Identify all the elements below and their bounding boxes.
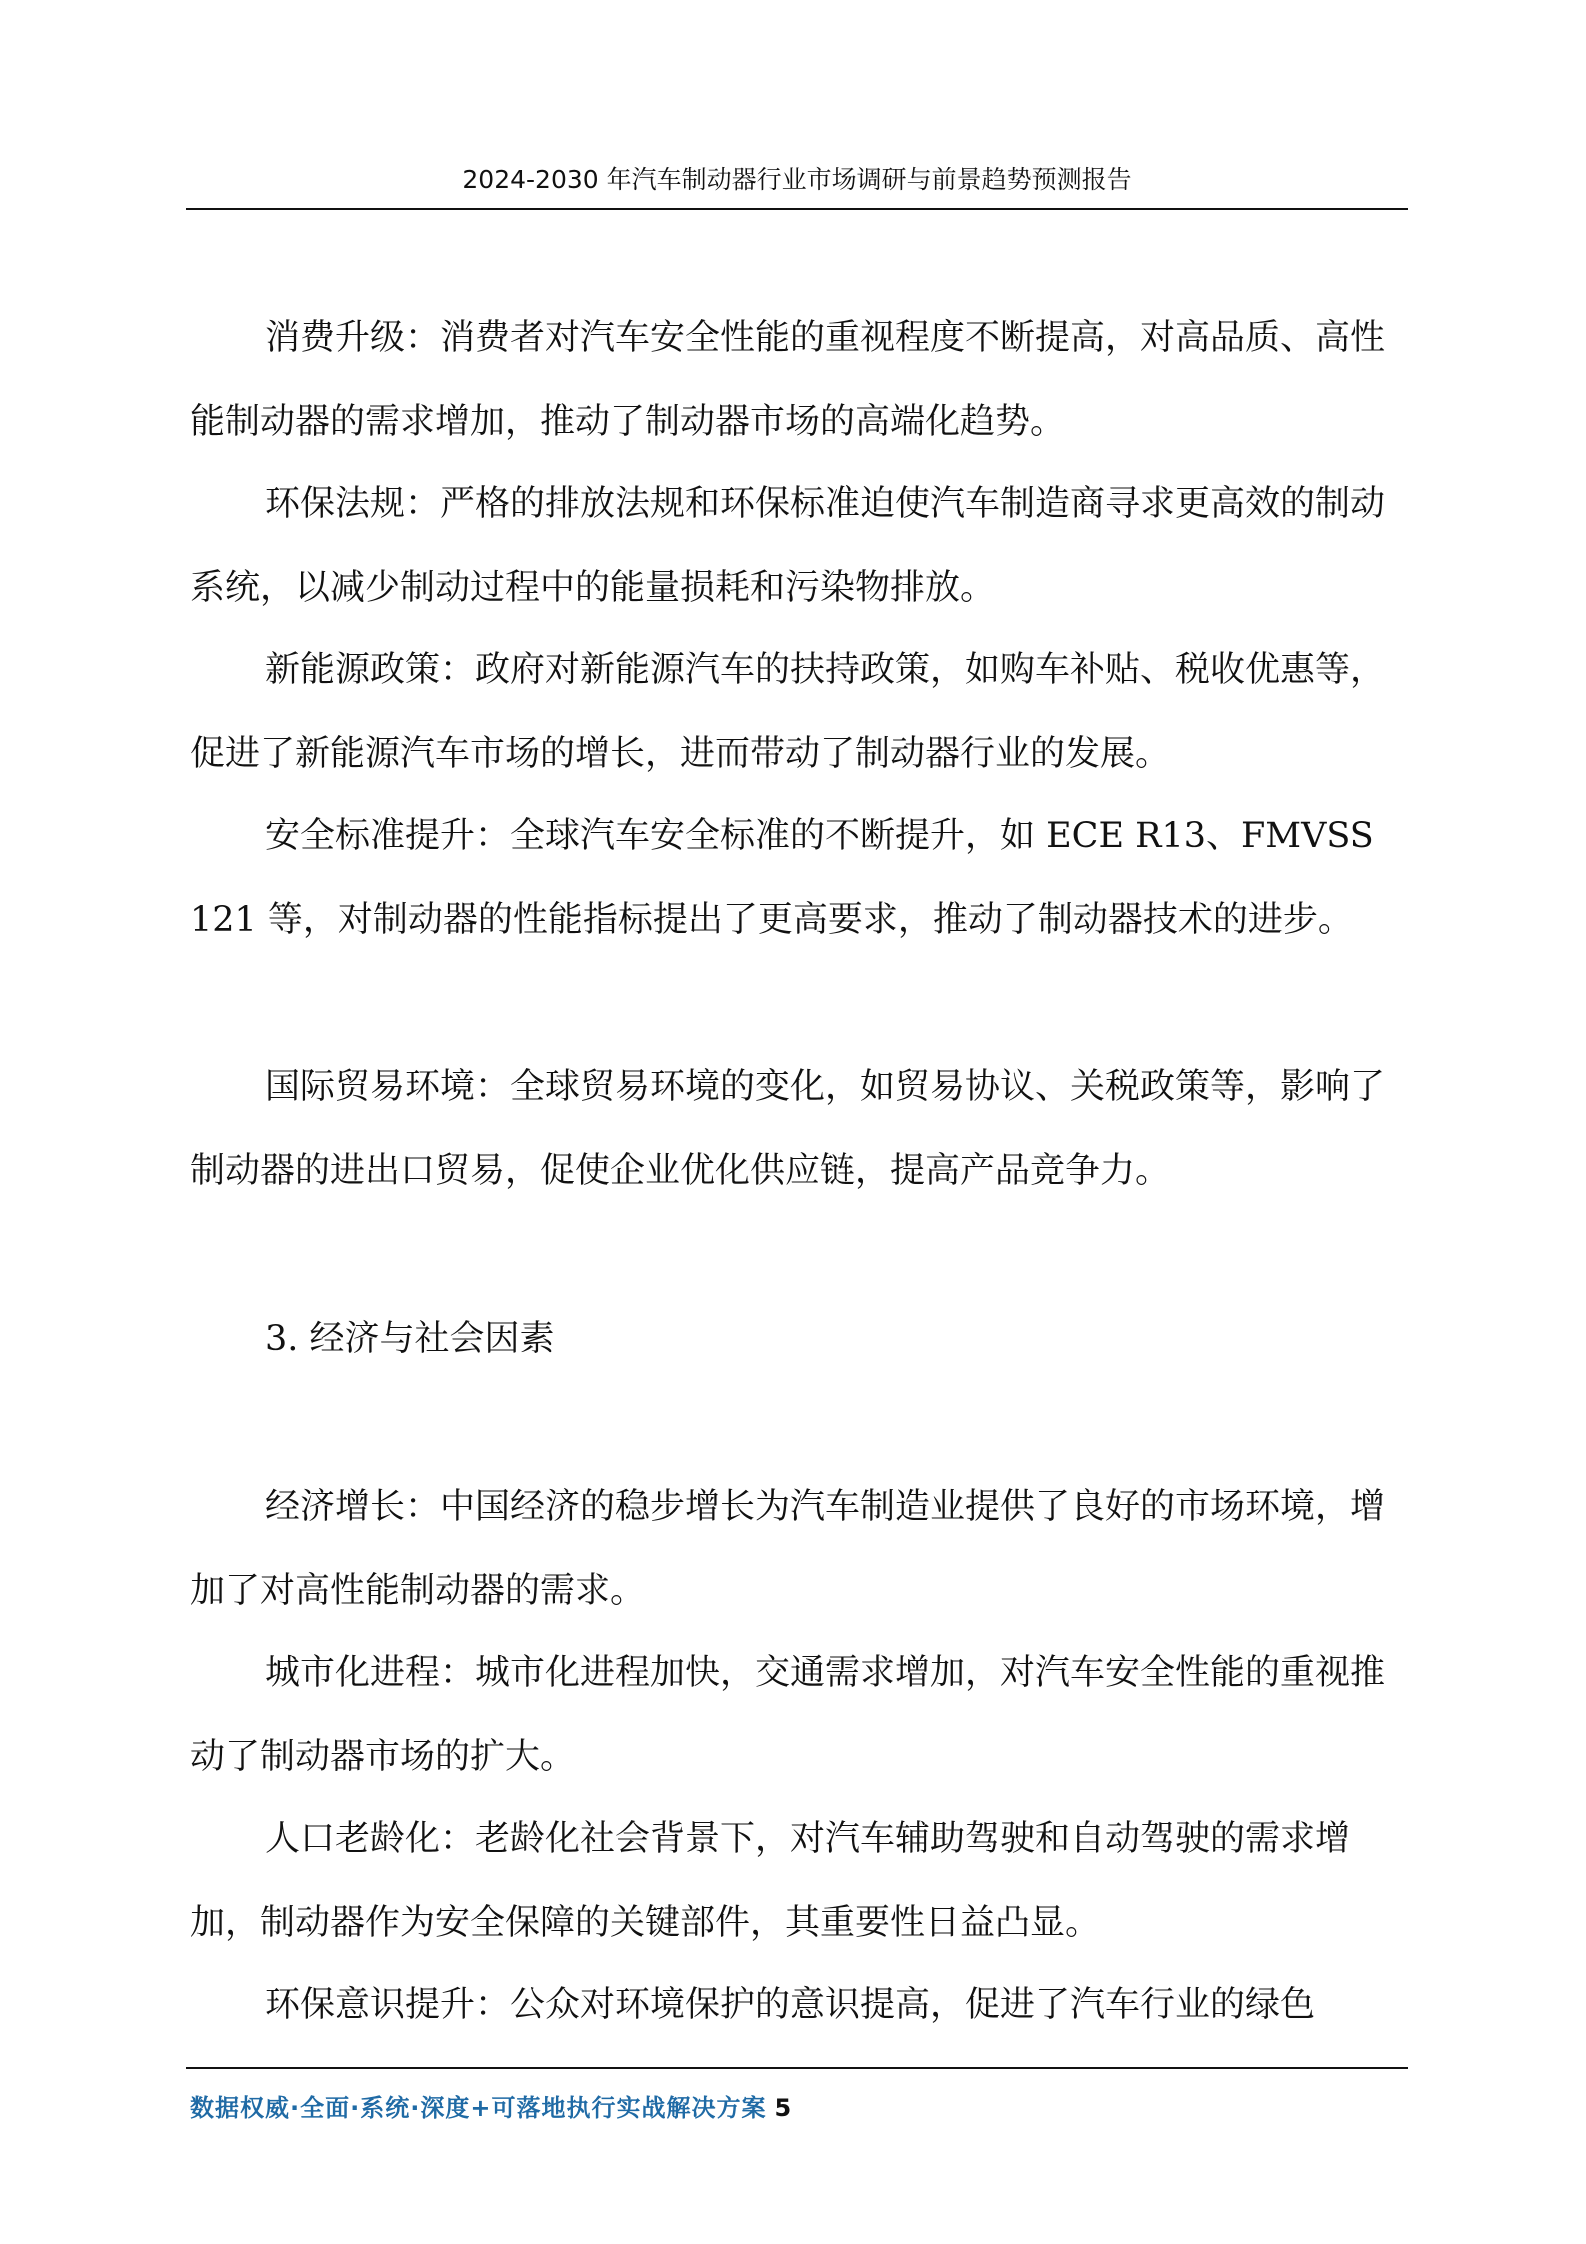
page-footer [190, 2088, 792, 2123]
page-header-title: 2024-2030 年汽车制动器行业市场调研与前景趋势预测报告 [462, 165, 1132, 194]
paragraph-safety-standards: 安全标准提升：全球汽车安全标准的不断提升，如 ECE R13、FMVSS 121 等，对制动器的性能指标提出了更高要求，推动了制动器技术的进步。 [190, 816, 1374, 940]
section-heading: 3. 经济与社会因素 [265, 1319, 555, 1359]
paragraph-consumption-upgrade: 消费升级：消费者对汽车安全性能的重视程度不断提高，对高品质、高性能制动器的需求增加，推动了制动器市场的高端化趋势。 [190, 318, 1386, 442]
paragraph-economic-growth: 经济增长：中国经济的稳步增长为汽车制造业提供了良好的市场环境，增加了对高性能制动器的需求。 [190, 1487, 1386, 1611]
paragraph-environmental-regulations: 环保法规：严格的排放法规和环保标准迫使汽车制造商寻求更高效的制动系统，以减少制动过程中的能量损耗和污染物排放。 [190, 484, 1386, 608]
footer-divider [186, 2067, 1408, 2069]
footer-slogan: 数据权威·全面·系统·深度+可落地执行实战解决方案 [190, 2094, 767, 2122]
page-number: 5 [774, 2094, 793, 2122]
paragraph-new-energy-policy: 新能源政策：政府对新能源汽车的扶持政策，如购车补贴、税收优惠等，促进了新能源汽车市场的增长，进而带动了制动器行业的发展。 [190, 650, 1386, 774]
paragraph-environmental-awareness: 环保意识提升：公众对环境保护的意识提高，促进了汽车行业的绿色 [265, 1985, 1316, 2025]
paragraph-aging-population: 人口老龄化：老龄化社会背景下，对汽车辅助驾驶和自动驾驶的需求增加，制动器作为安全保障的关键部件，其重要性日益凸显。 [190, 1819, 1351, 1943]
header-divider [186, 208, 1408, 210]
paragraph-international-trade: 国际贸易环境：全球贸易环境的变化，如贸易协议、关税政策等，影响了制动器的进出口贸易，促使企业优化供应链，提高产品竞争力。 [190, 1067, 1386, 1191]
paragraph-urbanization: 城市化进程：城市化进程加快，交通需求增加，对汽车安全性能的重视推动了制动器市场的扩大。 [190, 1653, 1386, 1777]
